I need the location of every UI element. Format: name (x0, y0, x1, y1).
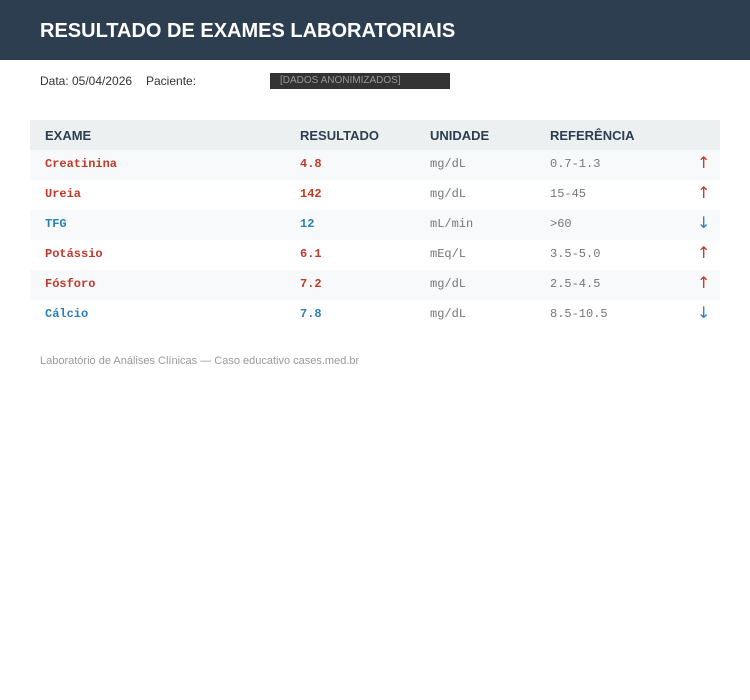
table-row (30, 210, 720, 240)
column-header-reference: REFERÊNCIA (550, 128, 635, 143)
exam-unit: mg/dL (430, 307, 467, 321)
table-header (30, 120, 720, 150)
exam-unit: mg/dL (430, 157, 467, 171)
arrow-down-icon: ↓ (697, 303, 711, 322)
exam-result: 142 (300, 187, 322, 201)
report-title: RESULTADO DE EXAMES LABORATORIAIS (40, 20, 456, 42)
exam-result: 12 (300, 217, 315, 231)
table-row (30, 180, 720, 210)
exam-name: Ureia (45, 187, 82, 201)
table-row (30, 240, 720, 270)
exam-unit: mg/dL (430, 187, 467, 201)
exam-name: Creatinina (45, 157, 118, 171)
exam-name: Cálcio (45, 307, 89, 321)
date-label: Data: (40, 74, 69, 88)
column-header-unit: UNIDADE (430, 128, 490, 143)
report-header (0, 0, 750, 60)
exam-unit: mg/dL (430, 277, 467, 291)
exam-reference: >60 (550, 217, 572, 231)
arrow-up-icon: ↑ (697, 243, 711, 262)
patient-label: Paciente: (146, 74, 197, 88)
exam-result: 4.8 (300, 157, 322, 171)
results-table (30, 120, 720, 330)
table-row (30, 300, 720, 330)
table-row (30, 150, 720, 180)
arrow-up-icon: ↑ (697, 153, 711, 172)
exam-reference: 2.5-4.5 (550, 277, 601, 291)
exam-reference: 0.7-1.3 (550, 157, 601, 171)
arrow-up-icon: ↑ (697, 273, 711, 292)
column-header-result: RESULTADO (300, 128, 379, 143)
exam-result: 6.1 (300, 247, 322, 261)
exam-result: 7.2 (300, 277, 322, 291)
exam-reference: 8.5-10.5 (550, 307, 608, 321)
patient-redacted-box (270, 73, 450, 89)
date-value: 05/04/2026 (72, 74, 133, 88)
exam-reference: 3.5-5.0 (550, 247, 601, 261)
exam-name: TFG (45, 217, 67, 231)
exam-unit: mL/min (430, 217, 474, 231)
arrow-down-icon: ↓ (697, 213, 711, 232)
arrow-up-icon: ↑ (697, 183, 711, 202)
exam-unit: mEq/L (430, 247, 467, 261)
table-row (30, 270, 720, 300)
exam-result: 7.8 (300, 307, 322, 321)
patient-value: [DADOS ANONIMIZADOS] (280, 75, 401, 86)
exam-name: Potássio (45, 247, 103, 261)
footer-text: Laboratório de Análises Clínicas — Caso educativo cases.med.br (40, 355, 360, 367)
exam-name: Fósforo (45, 277, 96, 291)
exam-reference: 15-45 (550, 187, 587, 201)
column-header-exam: EXAME (45, 128, 92, 143)
